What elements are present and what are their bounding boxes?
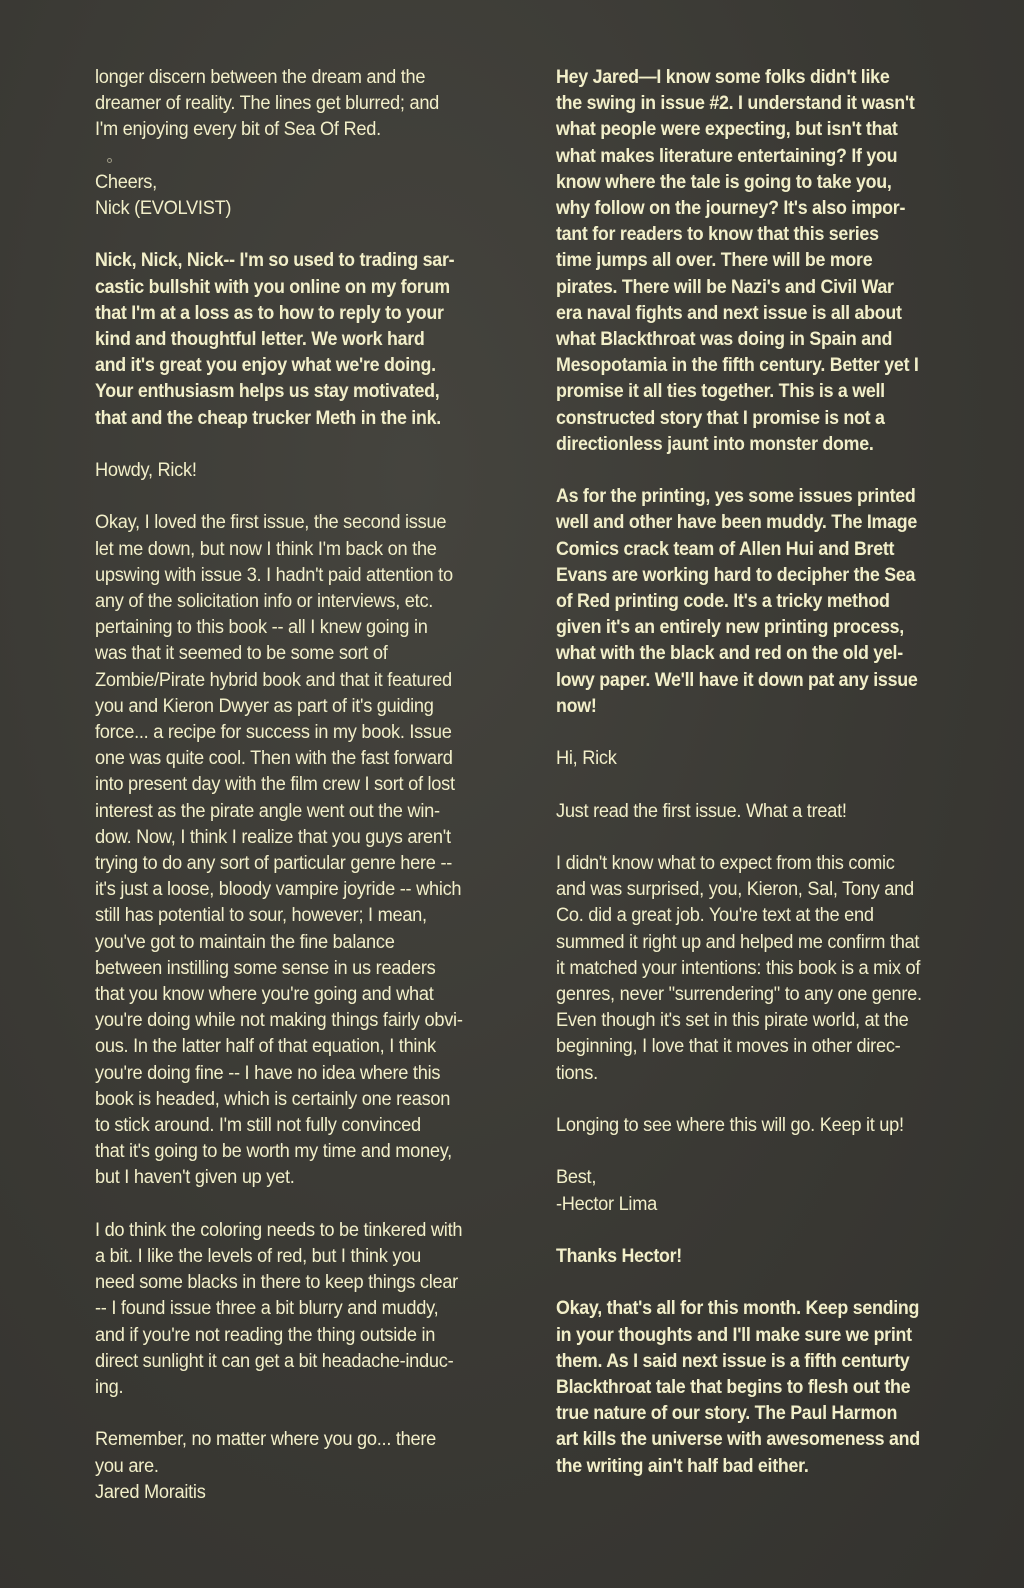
- letter-paragraph: I do think the coloring needs to be tinkered with a bit. I like the levels of red, but I think you need some blacks in there to keep things clear -- I found issue three a bit blurry and muddy, and if you're not reading the thing outside in direct sunlight it can get a bit headache-induc- ing.: [95, 1218, 463, 1399]
- right-column: [556, 64, 948, 1505]
- letter-signoff: Remember, no matter where you go... there you are. Jared Moraitis: [95, 1428, 437, 1503]
- editor-reply: Thanks Hector!: [556, 1245, 682, 1268]
- letter-signoff: Cheers, Nick (EVOLVIST): [95, 170, 232, 219]
- letter-paragraph: Just read the first issue. What a treat!: [556, 799, 847, 822]
- letter-paragraph: Okay, I loved the first issue, the second issue let me down, but now I think I'm back on the upswing with issue 3. I hadn't paid attention to any of the solicitation info or interviews, etc. pertaining to this book -- all I knew going in was that it seemed to be some sort of Zombie/Pirate hybrid book and that it featured you and Kieron Dwyer as part of it's guiding force... a recipe for success in my book. Issue one was quite cool. Then with the fast forward into present day with the film crew I sort of lost interest as the pirate angle went out the win- dow. Now, I think I realize that you guys aren't trying to do any sort of particular genre here -- it's just a loose, bloody vampire joyride -- which still has potential to sour, however; I mean, you've got to maintain the fine balance between instilling some sense in us readers that you know where you're going and what you're doing while not making things fairly obvi- ous. In the latter half of that equation, I think you're doing fine -- I have no idea where this book is headed, which is certainly one reason to stick around. I'm still not fully convinced that it's going to be worth my time and money, but I haven't given up yet.: [95, 511, 463, 1189]
- editor-reply: Nick, Nick, Nick-- I'm so used to trading sar- castic bullshit with you online on my forum that I'm at a loss as to how to reply to your kind and thoughtful letter. We work hard and it's great you enjoy what we're doing. Your enthusiasm helps us stay motivated, that and the cheap trucker Meth in the ink.: [95, 249, 455, 429]
- letter-paragraph: I didn't know what to expect from this comic and was surprised, you, Kieron, Sal, Tony and Co. did a great job. You're text at the end summed it right up and helped me confirm that it matched your intentions: this book is a mix of genres, never "surrendering" to any one genre. Even though it's set in this pirate world, at the beginning, I love that it moves in other direc- tions.: [556, 852, 922, 1084]
- letter-paragraph: Longing to see where this will go. Keep it up!: [556, 1114, 904, 1137]
- editor-reply: Okay, that's all for this month. Keep sending in your thoughts and I'll make sure we print them. As I said next issue is a fifth centurty Blackthroat tale that begins to flesh out the true nature of our story. The Paul Harmon art kills the universe with awesomeness and the writing ain't half bad either.: [556, 1297, 920, 1477]
- paper-speck: [107, 158, 112, 163]
- letter-greeting: Hi, Rick: [556, 747, 617, 770]
- left-column: [95, 64, 487, 1531]
- editor-reply: Hey Jared—I know some folks didn't like the swing in issue #2. I understand it wasn't what people were expecting, but isn't that what makes literature entertaining? If you know where the tale is going to take you, why follow on the journey? It's also impor- tant for readers to know that this series time jumps all over. There will be more pirates. There will be Nazi's and Civil War era naval fights and next issue is all about what Blackthroat was doing in Spain and Mesopotamia in the fifth century. Better yet I promise it all ties together. This is a well constructed story that I promise is not a directionless jaunt into monster dome.: [556, 66, 919, 455]
- letter-paragraph: longer discern between the dream and the dreamer of reality. The lines get blurred; and I'm enjoying every bit of Sea Of Red.: [95, 66, 440, 141]
- letter-greeting: Howdy, Rick!: [95, 459, 197, 481]
- editor-reply: As for the printing, yes some issues printed well and other have been muddy. The Image Comics crack team of Allen Hui and Brett Evans are working hard to decipher the Sea of Red printing code. It's a tricky method given it's an entirely new printing process, what with the black and red on the old yel- lowy paper. We'll have it down pat any issue now!: [556, 485, 918, 717]
- letter-signoff: Best, -Hector Lima: [556, 1166, 657, 1215]
